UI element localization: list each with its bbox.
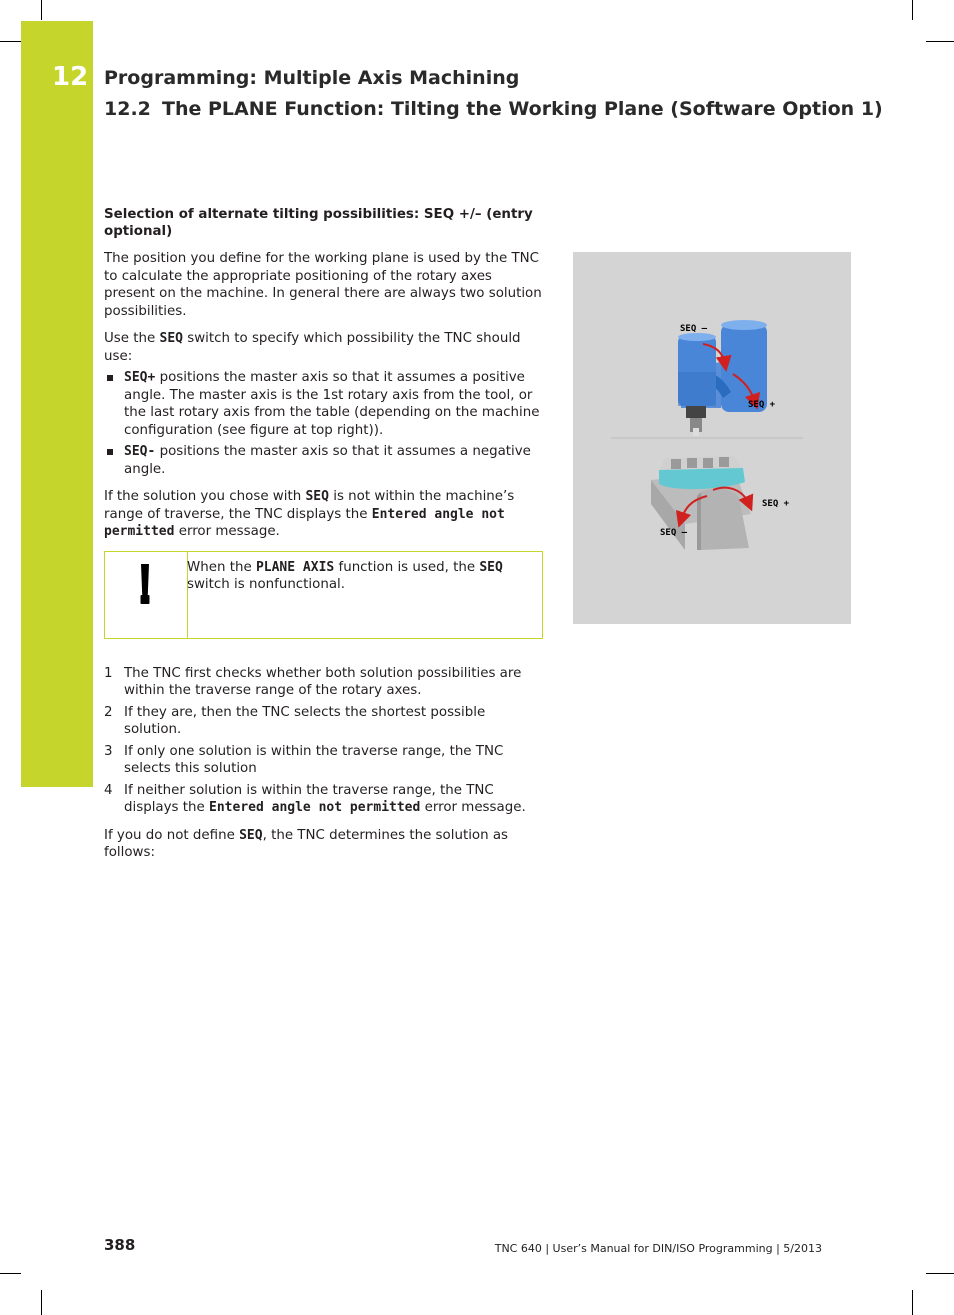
list-item: 2 If they are, then the TNC selects the shortest possible solution. — [104, 704, 486, 737]
chapter-title: Programming: Multiple Axis Machining — [104, 67, 520, 89]
section-number: 12.2 — [104, 98, 151, 120]
bullet-square-icon — [107, 375, 113, 381]
exclamation-icon — [105, 552, 188, 638]
section-title — [104, 98, 883, 120]
seq-figure — [573, 252, 851, 624]
code-text: PLANE AXIS — [255, 559, 335, 575]
crop-mark — [0, 41, 21, 42]
list-item: SEQ- positions the master axis so that it assumes a negative angle. — [104, 443, 544, 478]
code-text: SEQ- — [124, 444, 156, 459]
note-text: When the PLANE AXIS function is used, the SEQ switch is nonfunctional. — [187, 559, 503, 592]
paragraph: If the solution you chose with SEQ is not within the machine’s range of traverse, the TNC displays the Entered angle not permitted error message. — [104, 489, 515, 539]
crop-mark — [41, 1290, 42, 1315]
crop-mark — [926, 41, 954, 42]
seq-illustration — [573, 252, 851, 624]
spindle-head-illustration — [678, 320, 767, 436]
label-seq-plus-bottom: SEQ + — [762, 499, 790, 509]
main-content — [104, 206, 544, 872]
label-seq-minus-bottom: SEQ – — [660, 528, 688, 538]
code-text: SEQ — [479, 559, 503, 575]
subsection-heading: Selection of alternate tilting possibilities: SEQ +/– (entry optional) — [104, 207, 533, 239]
paragraph: The position you define for the working plane is used by the TNC to calculate the appropriate positioning of the rotary axes present on the machine. In general there are always two solution possibilities. — [104, 251, 542, 319]
list-item: SEQ+ positions the master axis so that it assumes a positive angle. The master axis is the 1st rotary axis from the tool, or the last rotary axis from the table (depending on the machine configuration (see figure at top right)). — [104, 369, 544, 439]
section-title-text: The PLANE Function: Tilting the Working Plane (Software Option 1) — [162, 98, 883, 120]
footer-text: TNC 640 | User’s Manual for DIN/ISO Programming | 5/2013 — [494, 1242, 822, 1255]
crop-mark — [41, 0, 42, 20]
code-text: SEQ — [239, 827, 263, 843]
label-seq-plus-top: SEQ + — [748, 400, 776, 410]
code-text: SEQ — [305, 489, 329, 504]
crop-mark — [0, 1273, 21, 1274]
chapter-number: 12 — [52, 62, 89, 92]
paragraph: Use the SEQ switch to specify which possibility the TNC should use: — [104, 331, 521, 364]
label-seq-minus-top: SEQ – — [680, 324, 708, 334]
page-number: 388 — [104, 1236, 136, 1254]
crop-mark — [926, 1273, 954, 1274]
crop-mark — [912, 0, 913, 20]
code-text: Entered angle not permitted — [104, 506, 505, 539]
paragraph: If you do not define SEQ, the TNC determines the solution as follows: — [104, 827, 509, 860]
code-text: Entered angle not permitted — [209, 800, 421, 815]
list-item: 3 If only one solution is within the traverse range, the TNC selects this solution — [104, 743, 504, 776]
list-item: 1 The TNC first checks whether both solution possibilities are within the traverse range of the rotary axes. — [104, 665, 522, 698]
list-item: 4 If neither solution is within the traverse range, the TNC displays the Entered angle not permitted error message. — [104, 782, 526, 815]
code-text: SEQ+ — [124, 370, 156, 385]
note-box — [104, 551, 543, 639]
crop-mark — [912, 1290, 913, 1315]
code-text: SEQ — [159, 331, 183, 346]
numbered-list — [104, 665, 544, 817]
chapter-tab — [21, 21, 93, 787]
bullet-square-icon — [107, 449, 113, 455]
